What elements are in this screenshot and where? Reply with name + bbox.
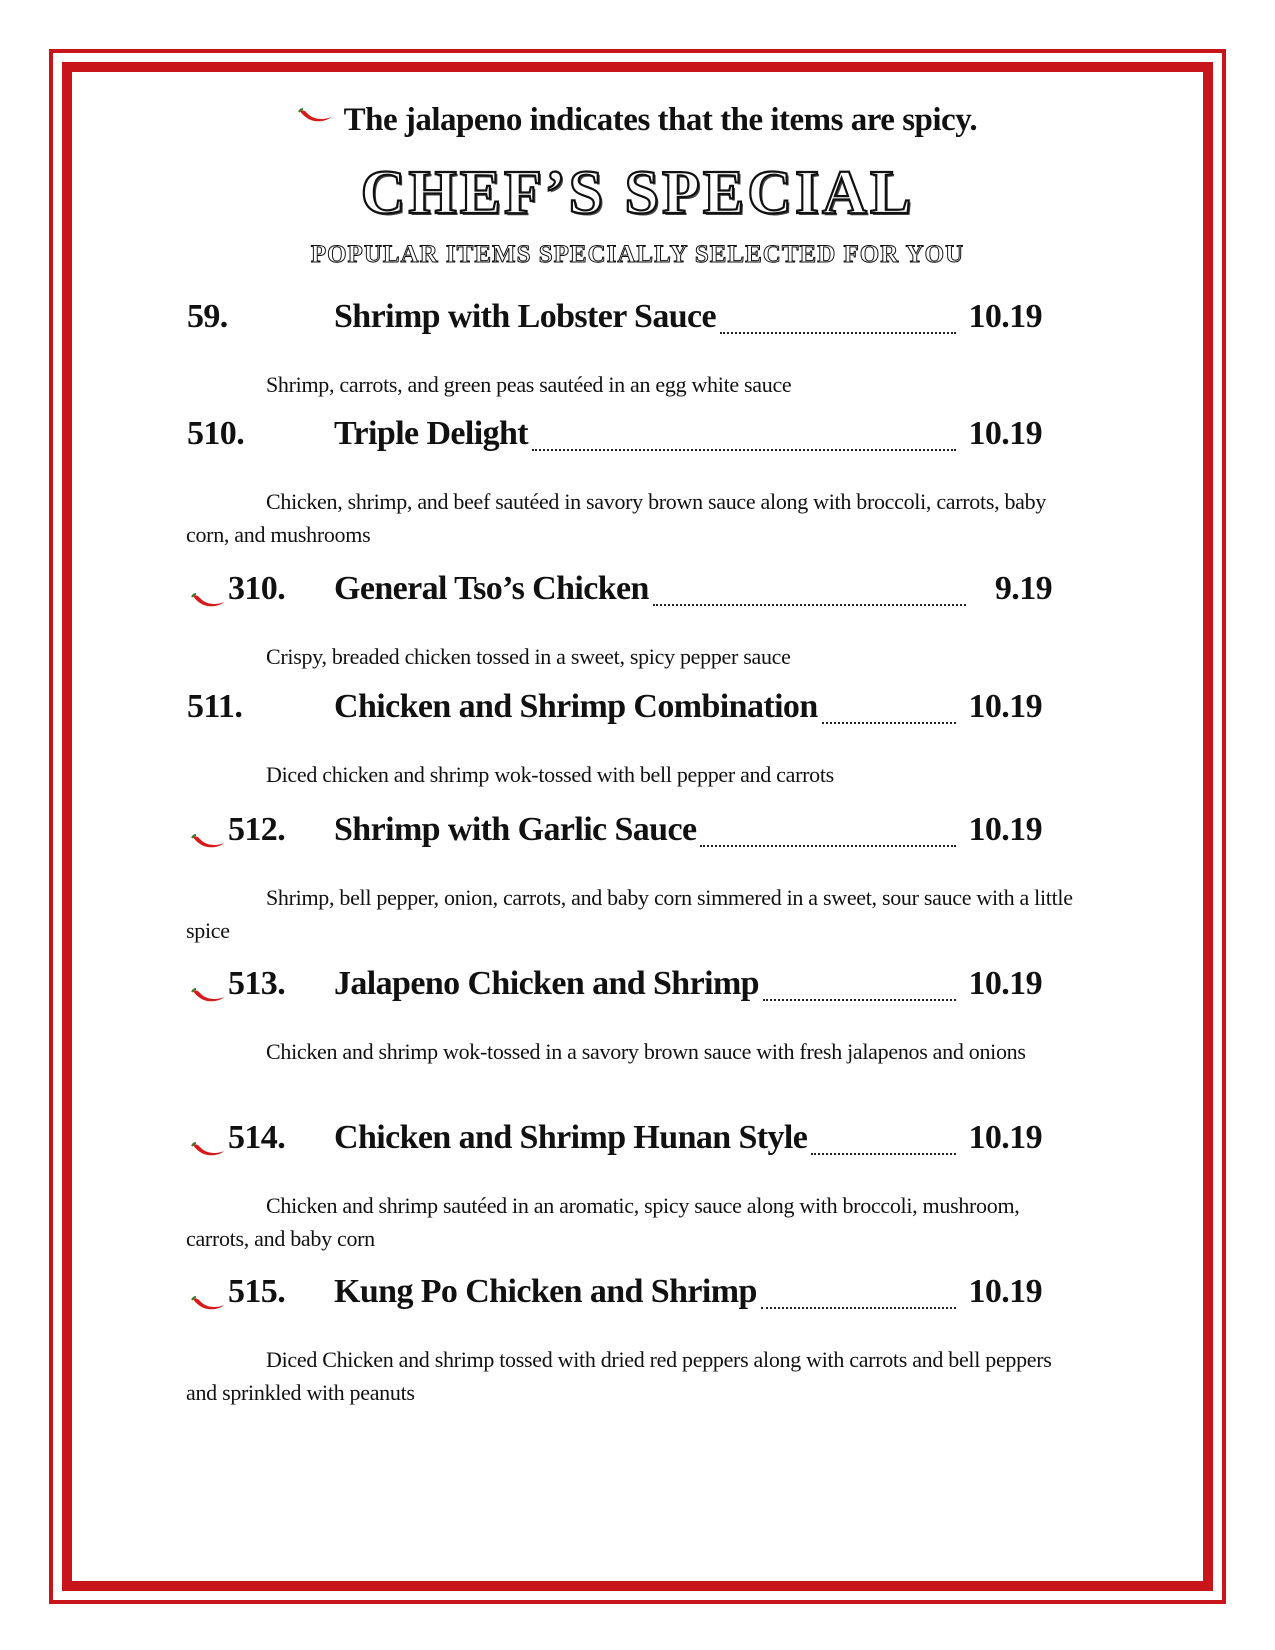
menu-item-name: Triple Delight [334, 415, 529, 452]
menu-item-name: Shrimp with Garlic Sauce [334, 811, 697, 848]
menu-item-price: 9.19 [994, 570, 1052, 607]
spicy-legend [0, 96, 1275, 139]
menu-item-row [0, 1119, 1275, 1165]
menu-item-row [0, 965, 1275, 1011]
menu-item-description: Chicken and shrimp wok-tossed in a savory brown sauce with fresh jalapenos and onions [266, 1039, 1026, 1064]
menu-item-name: Kung Po Chicken and Shrimp [334, 1273, 757, 1310]
menu-item-name: Chicken and Shrimp Combination [334, 688, 818, 725]
dot-leader [763, 999, 956, 1001]
dot-leader [532, 449, 956, 451]
menu-item-description: Chicken, shrimp, and beef sautéed in savory brown sauce along with broccoli, carrots, baby corn, and mushrooms [186, 489, 1047, 547]
page-title: CHEF’S SPECIAL [360, 159, 915, 227]
dot-leader [761, 1307, 956, 1309]
page-subtitle: POPULAR ITEMS SPECIALLY SELECTED FOR YOU [310, 241, 965, 268]
dot-leader [653, 604, 966, 606]
jalapeno-icon [191, 821, 225, 859]
dot-leader [811, 1153, 956, 1155]
menu-item-description: Shrimp, bell pepper, onion, carrots, and baby corn simmered in a sweet, sour sauce with a little spice [186, 885, 1073, 943]
jalapeno-icon [191, 1129, 225, 1167]
menu-item-name: Shrimp with Lobster Sauce [334, 298, 717, 335]
jalapeno-icon [191, 975, 225, 1013]
menu-item-row [0, 415, 1275, 461]
menu-item-name: Jalapeno Chicken and Shrimp [334, 965, 759, 1002]
menu-item-price: 10.19 [968, 1273, 1042, 1310]
menu-item-price: 10.19 [968, 298, 1042, 335]
menu-item-price: 10.19 [968, 415, 1042, 452]
menu-item-number: 511. [187, 688, 243, 725]
dot-leader [822, 722, 956, 724]
menu-item-name: General Tso’s Chicken [334, 570, 649, 607]
menu-item-row [0, 298, 1275, 344]
menu-item-number: 514. [228, 1119, 286, 1156]
menu-item-number: 513. [228, 965, 286, 1002]
menu-item-number: 515. [228, 1273, 286, 1310]
menu-item-description: Shrimp, carrots, and green peas sautéed in an egg white sauce [266, 372, 792, 397]
jalapeno-icon [191, 580, 225, 618]
menu-item-description: Diced chicken and shrimp wok-tossed with bell pepper and carrots [266, 762, 834, 787]
menu-item-number: 510. [187, 415, 245, 452]
menu-item-row [0, 570, 1275, 616]
menu-item-description: Diced Chicken and shrimp tossed with dried red peppers along with carrots and bell peppers and sprinkled with peanuts [186, 1347, 1052, 1405]
menu-item-number: 59. [187, 298, 228, 335]
menu-item-name: Chicken and Shrimp Hunan Style [334, 1119, 808, 1156]
menu-item-row [0, 1273, 1275, 1319]
spicy-legend-text: The jalapeno indicates that the items are spicy. [343, 102, 978, 138]
jalapeno-icon [298, 96, 340, 132]
menu-item-row [0, 811, 1275, 857]
menu-item-price: 10.19 [968, 811, 1042, 848]
menu-item-price: 10.19 [968, 688, 1042, 725]
dot-leader [700, 845, 956, 847]
jalapeno-icon [191, 1283, 225, 1321]
dot-leader [720, 332, 956, 334]
menu-item-description: Crispy, breaded chicken tossed in a sweet, spicy pepper sauce [266, 644, 791, 669]
menu-item-number: 310. [228, 570, 286, 607]
menu-item-price: 10.19 [968, 965, 1042, 1002]
menu-item-description: Chicken and shrimp sautéed in an aromatic, spicy sauce along with broccoli, mushroom, carrots, and baby corn [186, 1193, 1020, 1251]
menu-item-price: 10.19 [968, 1119, 1042, 1156]
menu-item-number: 512. [228, 811, 286, 848]
menu-item-row [0, 688, 1275, 734]
